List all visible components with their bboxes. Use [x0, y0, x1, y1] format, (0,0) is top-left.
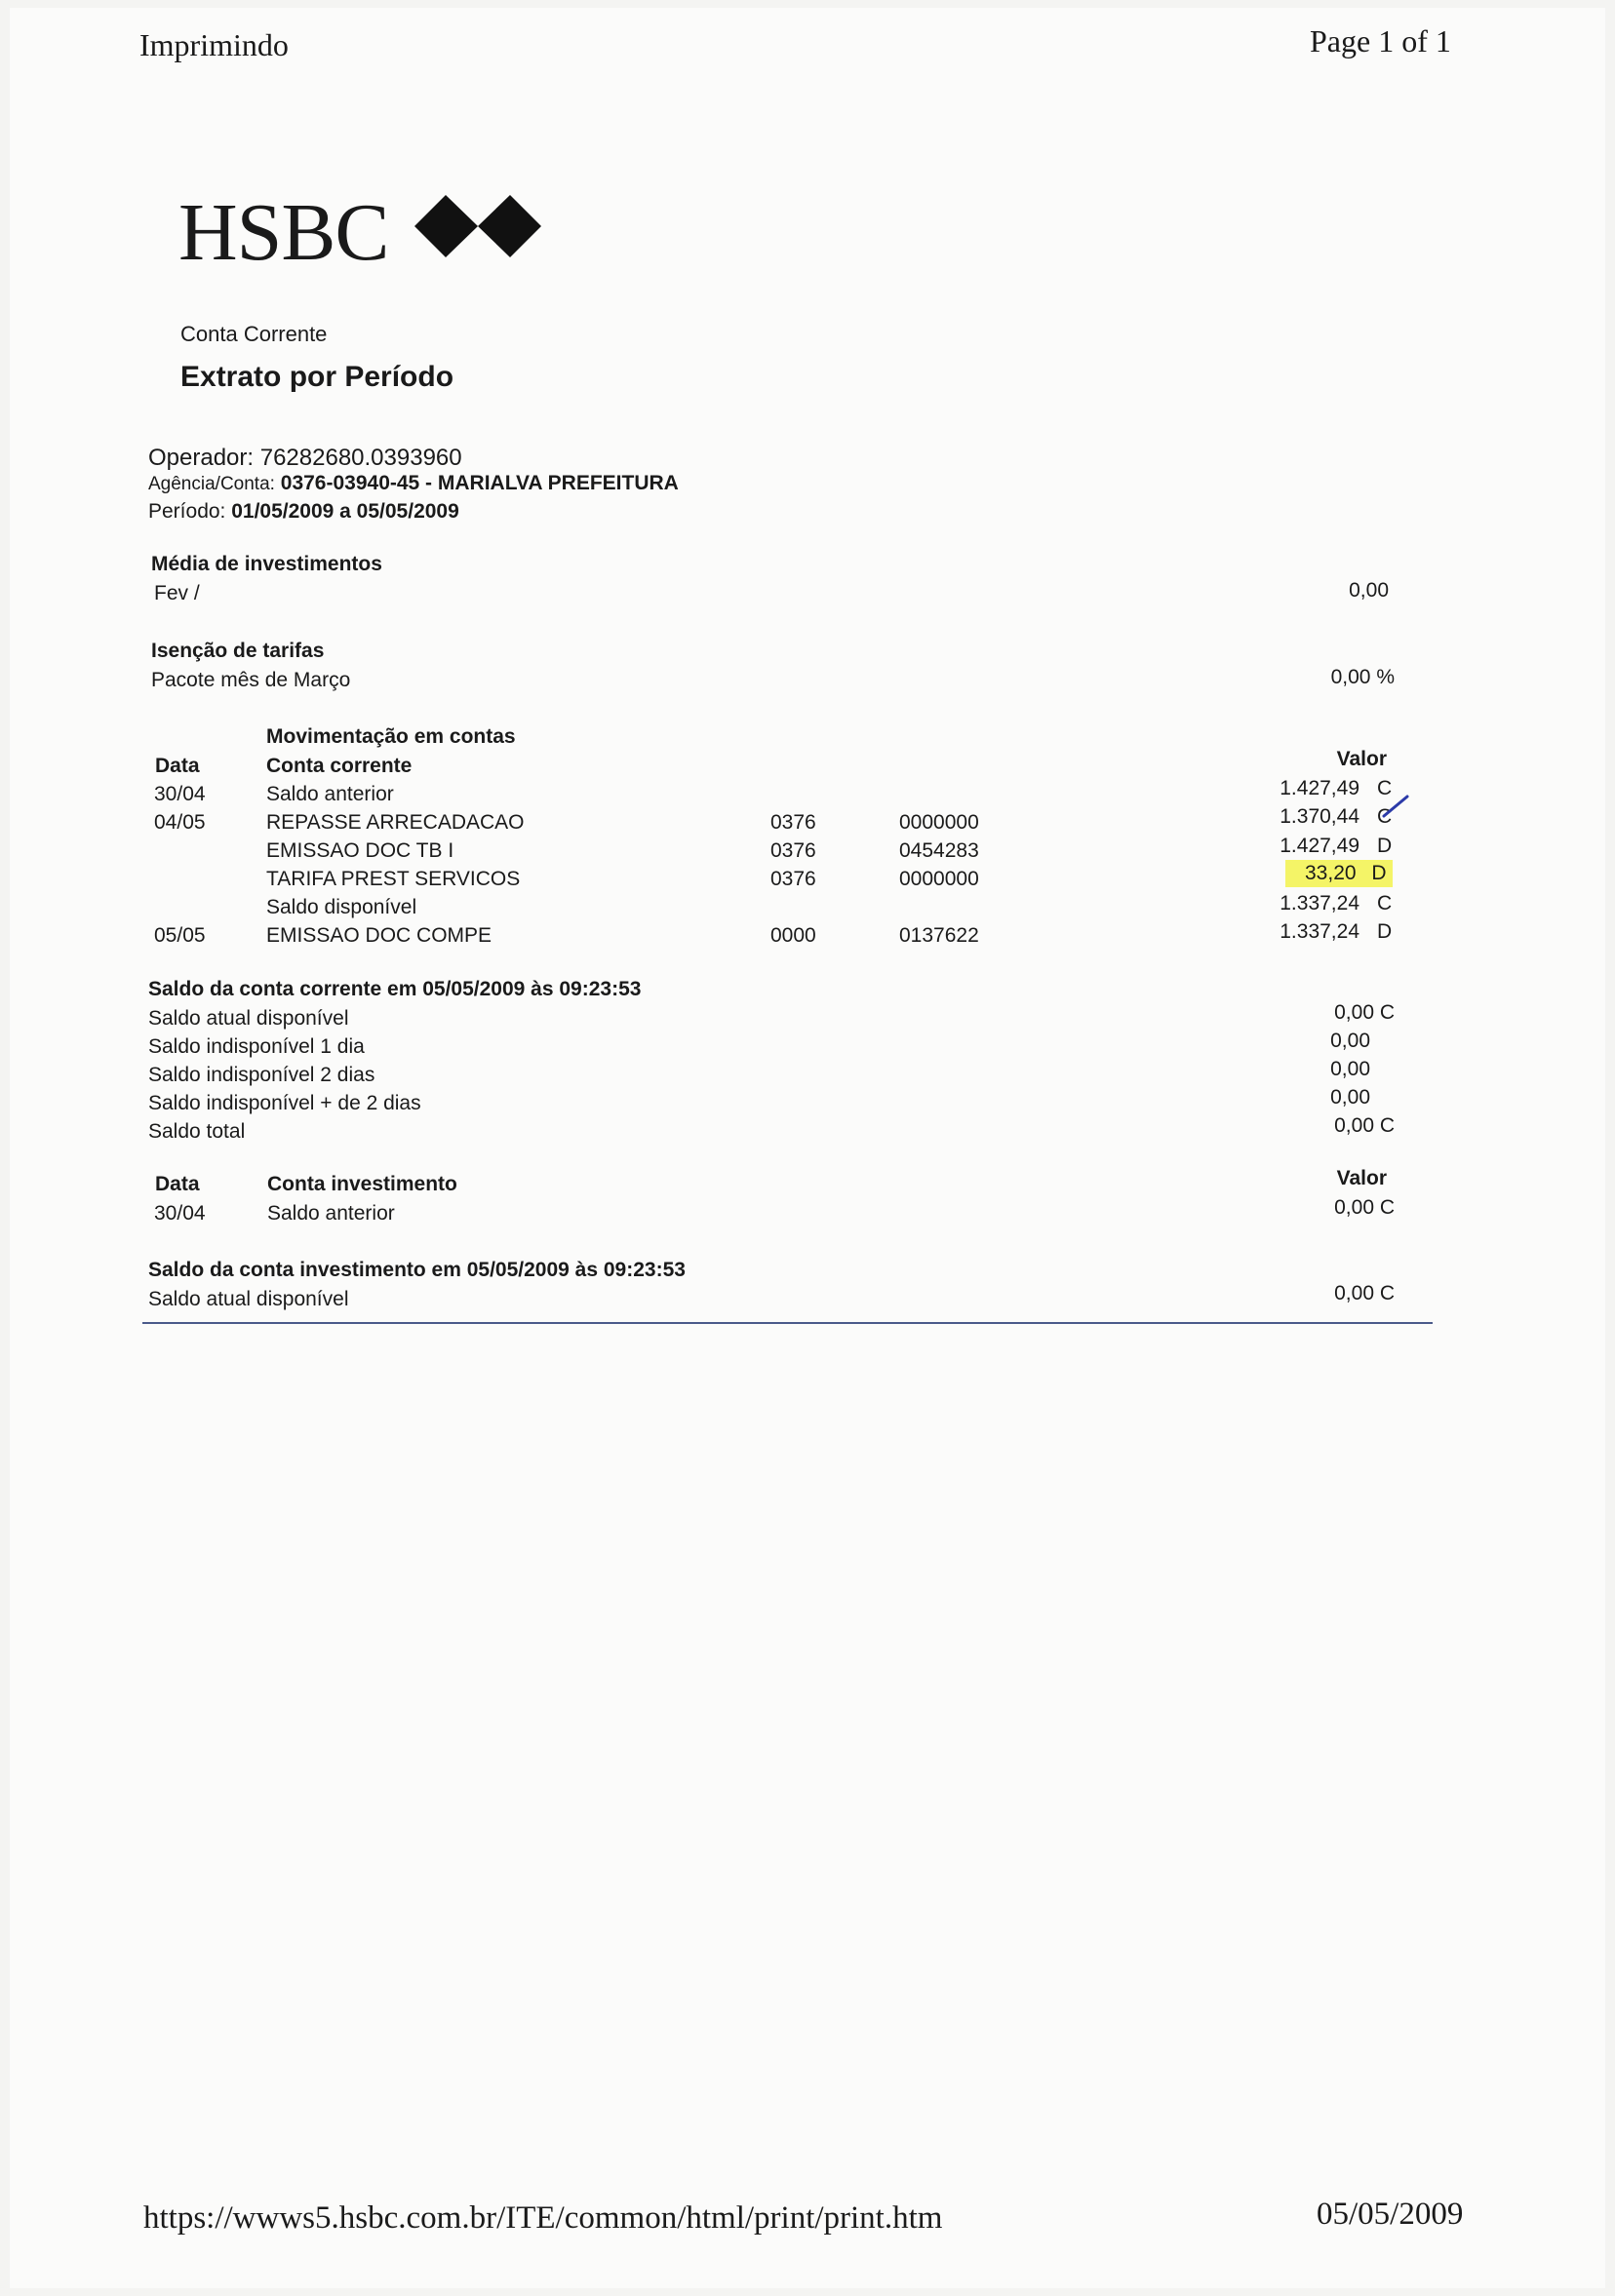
highlighted-amount [1285, 860, 1393, 887]
row-documento: 0137622 [899, 924, 979, 947]
saldo-value: 0,00 [1330, 1030, 1370, 1052]
row-desc: EMISSAO DOC TB I [266, 839, 454, 862]
row-desc: TARIFA PREST SERVICOS [266, 868, 521, 890]
inv-col-conta-header: Conta investimento [267, 1173, 457, 1195]
periodo-label: Período: [148, 500, 226, 523]
operador-label: Operador: [148, 445, 255, 471]
saldo-cc-heading: Saldo da conta corrente em 05/05/2009 às 09:23:53 [148, 978, 642, 1000]
saldo-value: 0,00 C [1334, 1001, 1395, 1024]
agencia-label: Agência/Conta: [148, 474, 275, 494]
row-valor: 1.427,49 [1280, 777, 1359, 799]
isencao-label: Pacote mês de Março [151, 669, 351, 691]
row-documento: 0454283 [899, 839, 979, 862]
saldo-label: Saldo indisponível 1 dia [148, 1035, 365, 1058]
saldo-label: Saldo atual disponível [148, 1007, 349, 1030]
print-header-title: Imprimindo [139, 27, 289, 62]
row-dc: C [1377, 805, 1393, 828]
agencia-value: 0376-03940-45 - MARIALVA PREFEITURA [280, 472, 679, 494]
row-valor: 1.337,24 [1280, 892, 1359, 915]
row-desc: Saldo anterior [266, 783, 394, 805]
hsbc-logo-text: HSBC [178, 187, 389, 278]
hsbc-hexagon-icon [414, 195, 541, 257]
saldo-inv-heading: Saldo da conta investimento em 05/05/2009 às 09:23:53 [148, 1259, 686, 1281]
row-data: 05/05 [154, 924, 206, 947]
page-number: Page 1 of 1 [1310, 23, 1451, 58]
print-date: 05/05/2009 [1317, 2197, 1464, 2232]
row-valor: 1.370,44 [1280, 805, 1359, 828]
isencao-heading: Isenção de tarifas [151, 640, 325, 662]
col-valor-header: Valor [1336, 748, 1387, 770]
print-url: https://wwws5.hsbc.com.br/ITE/common/html/print/print.htm [143, 2200, 943, 2236]
inv-row-desc: Saldo anterior [267, 1202, 395, 1225]
isencao-value: 0,00 % [1330, 666, 1395, 688]
printed-page [10, 8, 1605, 2288]
row-dc: C [1377, 777, 1393, 799]
col-conta-header: Conta corrente [266, 755, 413, 777]
movimentacao-heading: Movimentação em contas [266, 725, 516, 748]
row-data: 30/04 [154, 783, 206, 805]
media-label: Fev / [154, 582, 200, 604]
row-dc: C [1377, 892, 1393, 915]
row-agencia: 0376 [770, 839, 816, 862]
row-desc: REPASSE ARRECADACAO [266, 811, 525, 834]
saldo-label: Saldo indisponível + de 2 dias [148, 1092, 421, 1114]
inv-col-data-header: Data [155, 1173, 200, 1195]
row-agencia: 0376 [770, 811, 816, 834]
row-documento: 0000000 [899, 811, 979, 834]
account-type: Conta Corrente [180, 322, 328, 346]
row-agencia: 0000 [770, 924, 816, 947]
page-title: Extrato por Período [180, 361, 454, 393]
checkmark-icon [1382, 795, 1409, 818]
saldo-inv-value: 0,00 C [1334, 1282, 1395, 1304]
media-value: 0,00 [1349, 579, 1389, 602]
agencia-line [148, 472, 679, 495]
row-valor: 33,20 [1305, 862, 1357, 884]
row-dc: D [1377, 920, 1393, 943]
row-valor: 1.337,24 [1280, 920, 1359, 943]
operador-value: 76282680.0393960 [259, 445, 462, 471]
row-valor: 1.427,49 [1280, 835, 1359, 857]
col-data-header: Data [155, 755, 200, 777]
row-agencia: 0376 [770, 868, 816, 890]
row-dc: D [1377, 835, 1393, 857]
row-data: 04/05 [154, 811, 206, 834]
saldo-value: 0,00 C [1334, 1114, 1395, 1137]
media-heading: Média de investimentos [151, 553, 382, 575]
periodo-line [148, 500, 459, 524]
row-dc: D [1371, 862, 1387, 884]
inv-row-value: 0,00 C [1334, 1196, 1395, 1219]
divider [142, 1322, 1433, 1324]
row-desc: Saldo disponível [266, 896, 417, 918]
saldo-label: Saldo indisponível 2 dias [148, 1064, 375, 1086]
inv-row-data: 30/04 [154, 1202, 206, 1225]
row-documento: 0000000 [899, 868, 979, 890]
saldo-inv-label: Saldo atual disponível [148, 1288, 349, 1310]
periodo-value: 01/05/2009 a 05/05/2009 [231, 500, 459, 523]
row-desc: EMISSAO DOC COMPE [266, 924, 492, 947]
saldo-value: 0,00 [1330, 1058, 1370, 1080]
saldo-value: 0,00 [1330, 1086, 1370, 1109]
operador-line [148, 445, 462, 472]
inv-col-valor-header: Valor [1336, 1167, 1387, 1189]
saldo-label: Saldo total [148, 1120, 246, 1143]
